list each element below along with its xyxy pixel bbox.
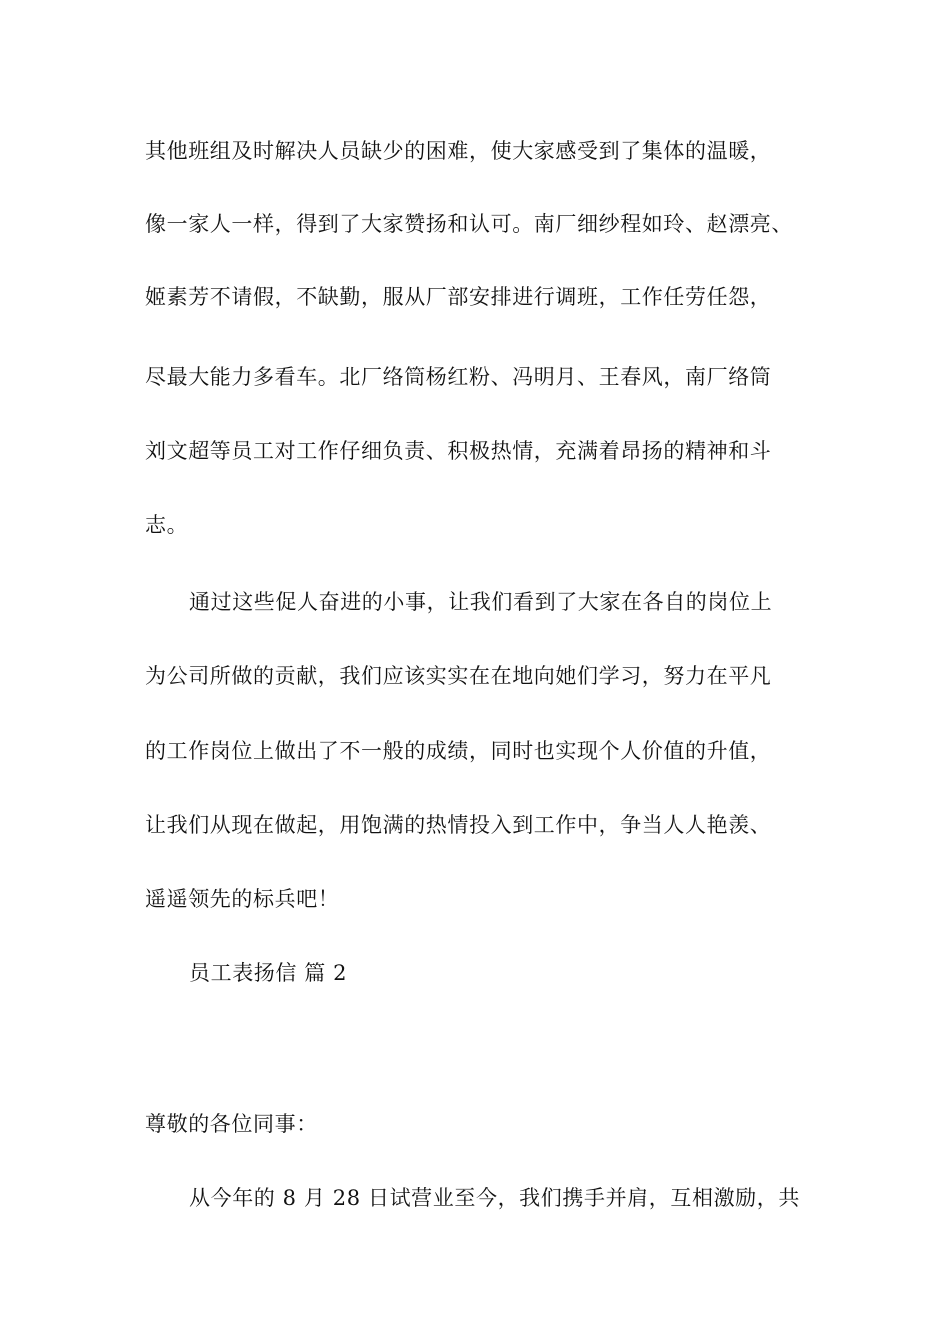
paragraph-line: 像一家人一样，得到了大家赞扬和认可。南厂细纱程如玲、赵漂亮、 (145, 212, 793, 236)
paragraph-line: 让我们从现在做起，用饱满的热情投入到工作中，争当人人艳羡、 (145, 813, 772, 837)
paragraph-line: 刘文超等员工对工作仔细负责、积极热情，充满着昂扬的精神和斗 (145, 439, 772, 463)
salutation: 尊敬的各位同事： (145, 1112, 318, 1136)
paragraph-line: 通过这些促人奋进的小事，让我们看到了大家在各自的岗位上 (189, 590, 773, 614)
paragraph-line: 遥遥领先的标兵吧！ (145, 887, 340, 911)
paragraph-line: 姬素芳不请假，不缺勤，服从厂部安排进行调班，工作任劳任怨， (145, 285, 772, 309)
paragraph-line: 为公司所做的贡献，我们应该实实在在地向她们学习，努力在平凡 (145, 664, 772, 688)
paragraph-line: 志。 (145, 513, 189, 537)
paragraph-line: 的工作岗位上做出了不一般的成绩，同时也实现个人价值的升值， (145, 739, 772, 763)
paragraph-line: 从今年的 8 月 28 日试营业至今，我们携手并肩，互相激励，共 (189, 1186, 800, 1210)
paragraph-line: 其他班组及时解决人员缺少的困难，使大家感受到了集体的温暖， (145, 139, 772, 163)
paragraph-line: 尽最大能力多看车。北厂络筒杨红粉、冯明月、王春风，南厂络筒 (145, 365, 772, 389)
section-heading: 员工表扬信 篇 2 (189, 961, 348, 985)
